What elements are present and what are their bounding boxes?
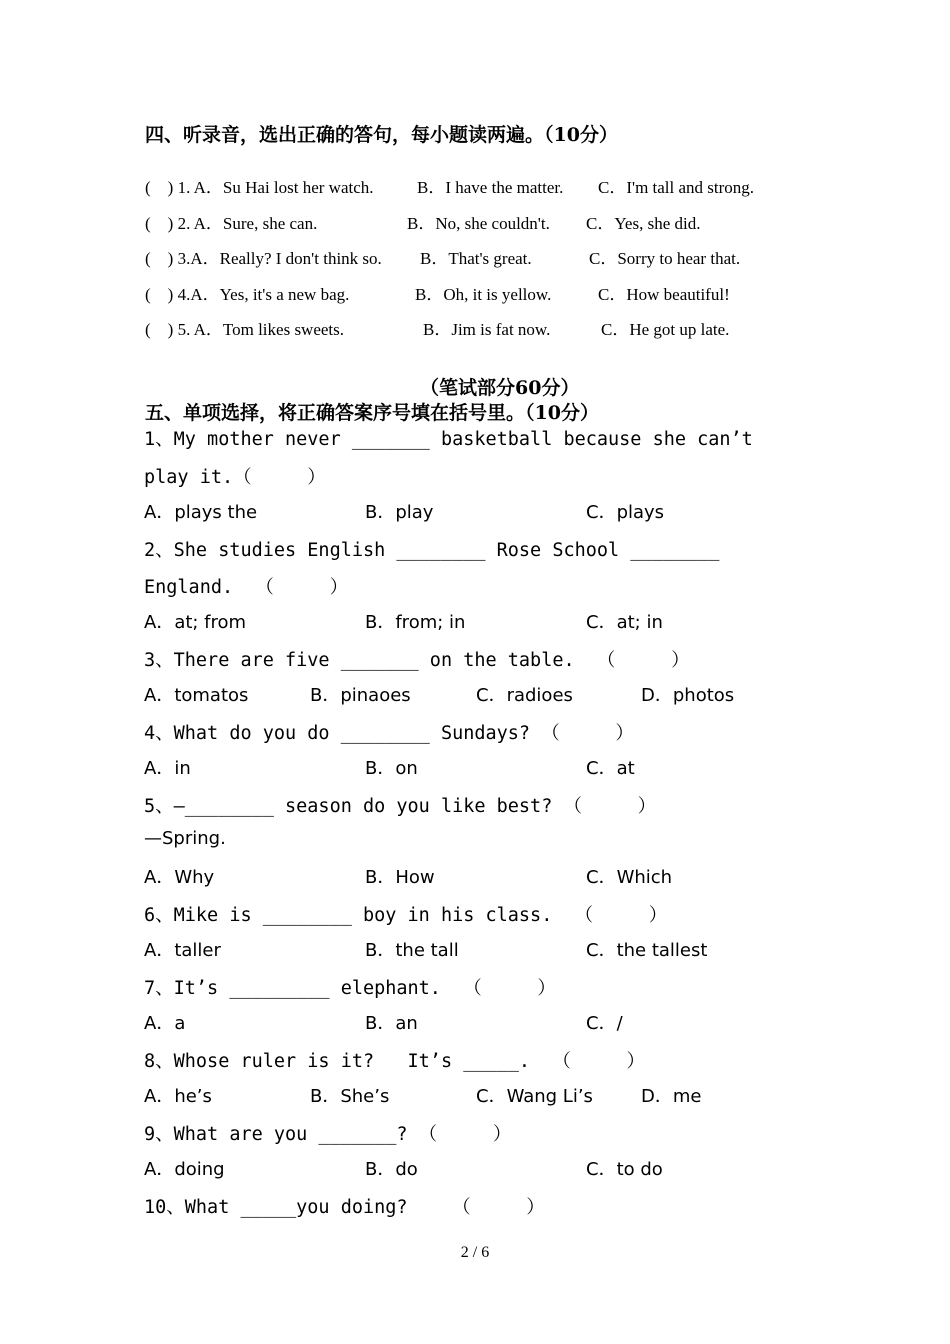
page-number: 2 / 6	[460, 1244, 490, 1261]
question-9-stem: 9、What are you _______? （ ）	[144, 1124, 512, 1145]
question-4-option-b: B．on	[365, 758, 418, 779]
question-3-option-a: A．tomatos	[144, 685, 249, 706]
question-9-option-a: A．doing	[144, 1159, 225, 1180]
question-7-option-b: B．an	[365, 1013, 418, 1034]
question-3-option-d: D．photos	[641, 685, 735, 706]
question-4-stem: 4、What do you do ________ Sundays? （ ）	[144, 723, 634, 744]
question-4-option-a: A．in	[144, 758, 191, 779]
question-2-option-c: C．at; in	[586, 612, 663, 633]
question-6-stem: 6、Mike is ________ boy in his class. （ ）	[144, 905, 668, 926]
question-5-answer: —Spring.	[144, 828, 226, 849]
question-3-option-c: C．radioes	[476, 685, 573, 706]
written-part-title: （笔试部分60分）	[420, 377, 580, 399]
listening-item-2-c: C．Yes, she did.	[586, 214, 701, 233]
question-2-stem-cont: England. （ ）	[144, 577, 349, 598]
listening-item-4-b: B．Oh, it is yellow.	[415, 285, 552, 304]
listening-item-1-c: C．I'm tall and strong.	[598, 178, 755, 197]
question-3-option-b: B．pinaoes	[310, 685, 411, 706]
question-1-option-a: A．plays the	[144, 502, 258, 523]
question-8-option-b: B．She’s	[310, 1086, 390, 1107]
listening-item-5-a: ( ) 5. A．Tom likes sweets.	[145, 320, 345, 339]
listening-item-3-b: B．That's great.	[420, 249, 532, 268]
listening-item-2-b: B．No, she couldn't.	[407, 214, 550, 233]
listening-item-3-a: ( ) 3.A．Really? I don't think so.	[145, 249, 382, 268]
question-8-option-a: A．he’s	[144, 1086, 212, 1107]
listening-item-1-a: ( ) 1. A．Su Hai lost her watch.	[145, 178, 374, 197]
listening-item-2-a: ( ) 2. A．Sure, she can.	[145, 214, 318, 233]
listening-item-3-c: C．Sorry to hear that.	[589, 249, 741, 268]
listening-item-4-a: ( ) 4.A．Yes, it's a new bag.	[145, 285, 350, 304]
question-1-stem: 1、My mother never _______ basketball because she can’t	[144, 429, 753, 450]
listening-item-5-b: B．Jim is fat now.	[423, 320, 551, 339]
question-4-option-c: C．at	[586, 758, 635, 779]
question-8-stem: 8、Whose ruler is it? It’s _____. （ ）	[144, 1051, 646, 1072]
question-5-option-b: B．How	[365, 867, 435, 888]
question-6-option-c: C．the tallest	[586, 940, 708, 961]
question-3-stem: 3、There are five _______ on the table. （ ）	[144, 650, 690, 671]
section5-heading: 五、单项选择，将正确答案序号填在括号里。（10分）	[145, 402, 599, 424]
question-9-option-c: C．to do	[586, 1159, 663, 1180]
question-6-option-a: A．taller	[144, 940, 221, 961]
question-2-option-b: B．from; in	[365, 612, 466, 633]
question-1-option-c: C．plays	[586, 502, 665, 523]
question-6-option-b: B．the tall	[365, 940, 459, 961]
listening-item-1-b: B．I have the matter.	[417, 178, 564, 197]
question-5-stem: 5、—________ season do you like best? （ ）	[144, 796, 657, 817]
question-2-stem: 2、She studies English ________ Rose School ________	[144, 540, 720, 561]
listening-item-4-c: C．How beautiful!	[598, 285, 730, 304]
section4-heading: 四、听录音，选出正确的答句，每小题读两遍。（10分）	[145, 124, 618, 146]
question-8-option-c: C．Wang Li’s	[476, 1086, 593, 1107]
question-8-option-d: D．me	[641, 1086, 702, 1107]
question-7-option-a: A．a	[144, 1013, 186, 1034]
listening-item-5-c: C．He got up late.	[601, 320, 730, 339]
question-1-option-b: B．play	[365, 502, 434, 523]
question-7-option-c: C．/	[586, 1013, 623, 1034]
question-10-stem: 10、What _____you doing? （ ）	[144, 1197, 545, 1218]
question-7-stem: 7、It’s _________ elephant. （ ）	[144, 978, 556, 999]
question-5-option-c: C．Which	[586, 867, 673, 888]
question-5-option-a: A．Why	[144, 867, 215, 888]
question-9-option-b: B．do	[365, 1159, 418, 1180]
question-1-stem-cont: play it.（ ）	[144, 467, 326, 488]
question-2-option-a: A．at; from	[144, 612, 247, 633]
